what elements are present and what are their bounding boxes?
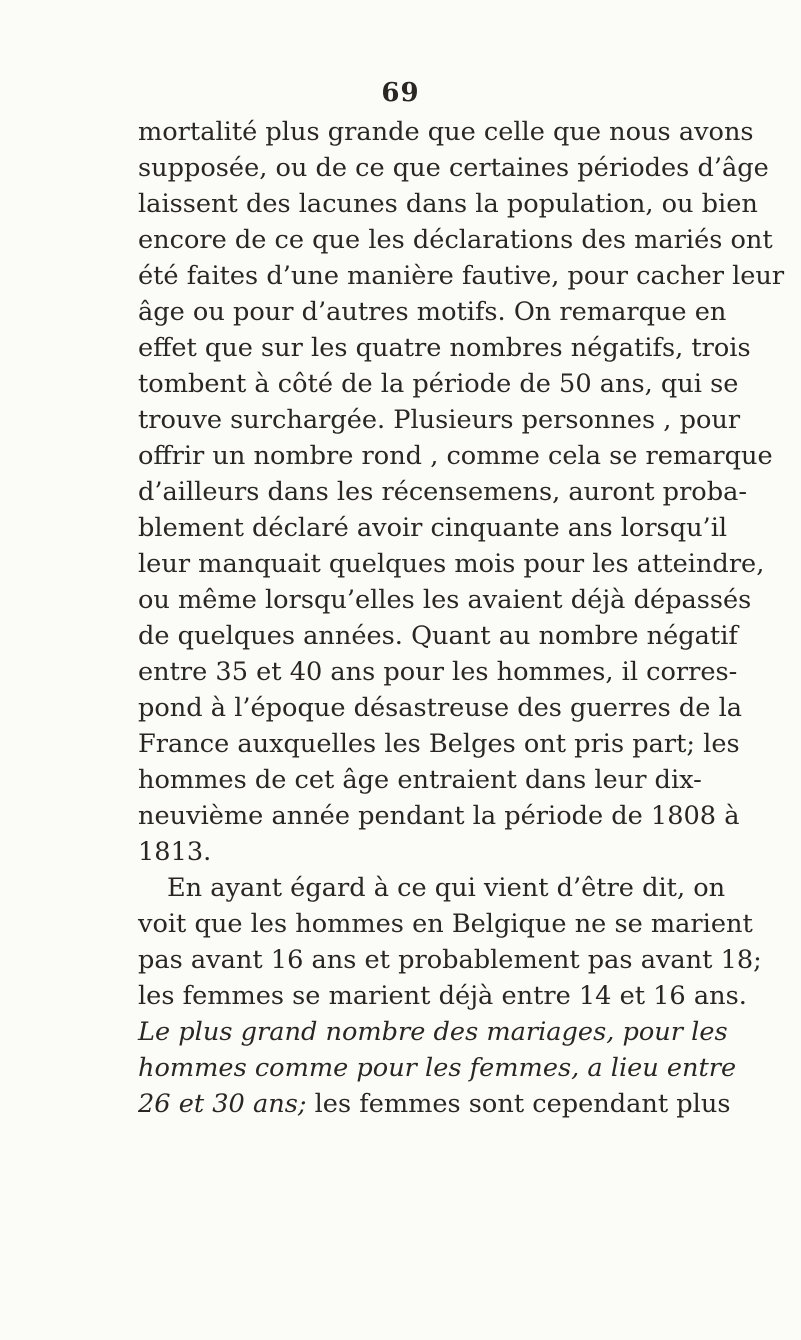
text-line: ou même lorsqu’elles les avaient déjà dépassés [138, 585, 752, 615]
text-line: pond à l’époque désastreuse des guerres de la [138, 693, 743, 723]
text-line: entre 35 et 40 ans pour les hommes, il corres- [138, 657, 738, 687]
text-span: les femmes sont cependant plus [306, 1089, 731, 1119]
text-line: âge ou pour d’autres motifs. On remarque en [138, 297, 727, 327]
text-line: leur manquait quelques mois pour les atteindre, [138, 549, 765, 579]
text-line: pas avant 16 ans et probablement pas avant 18; [138, 945, 762, 975]
text-line: effet que sur les quatre nombres négatifs, trois [138, 333, 751, 363]
page-number: 69 [381, 78, 420, 108]
text-line: les femmes se marient déjà entre 14 et 16 ans. [138, 981, 747, 1011]
text-line: supposée, ou de ce que certaines périodes d’âge [138, 153, 769, 183]
text-line: 1813. [138, 837, 212, 867]
text-line: neuvième année pendant la période de 1808 à [138, 801, 740, 831]
text-line: d’ailleurs dans les récensemens, auront proba- [138, 477, 748, 507]
italic-text-line: Le plus grand nombre des mariages, pour les [138, 1017, 728, 1047]
text-line: encore de ce que les déclarations des mariés ont [138, 225, 773, 255]
text-line: France auxquelles les Belges ont pris part; les [138, 729, 740, 759]
text-line: hommes de cet âge entraient dans leur dix- [138, 765, 702, 795]
text-line: été faites d’une manière fautive, pour cacher leur [138, 261, 785, 291]
text-line: tombent à côté de la période de 50 ans, qui se [138, 369, 739, 399]
text-line: offrir un nombre rond , comme cela se remarque [138, 441, 773, 471]
text-line [138, 1086, 730, 1122]
text-line: voit que les hommes en Belgique ne se marient [138, 909, 753, 939]
italic-text-span: 26 et 30 ans; [138, 1089, 307, 1119]
text-line: trouve surchargée. Plusieurs personnes , pour [138, 405, 741, 435]
text-line: blement déclaré avoir cinquante ans lorsqu’il [138, 513, 728, 543]
paragraph-first-line: En ayant égard à ce qui vient d’être dit, on [167, 873, 726, 903]
text-line: laissent des lacunes dans la population, ou bien [138, 189, 758, 219]
italic-text-line: hommes comme pour les femmes, a lieu entre [138, 1053, 737, 1083]
text-line: mortalité plus grande que celle que nous avons [138, 117, 754, 147]
text-line: de quelques années. Quant au nombre négatif [138, 621, 738, 651]
